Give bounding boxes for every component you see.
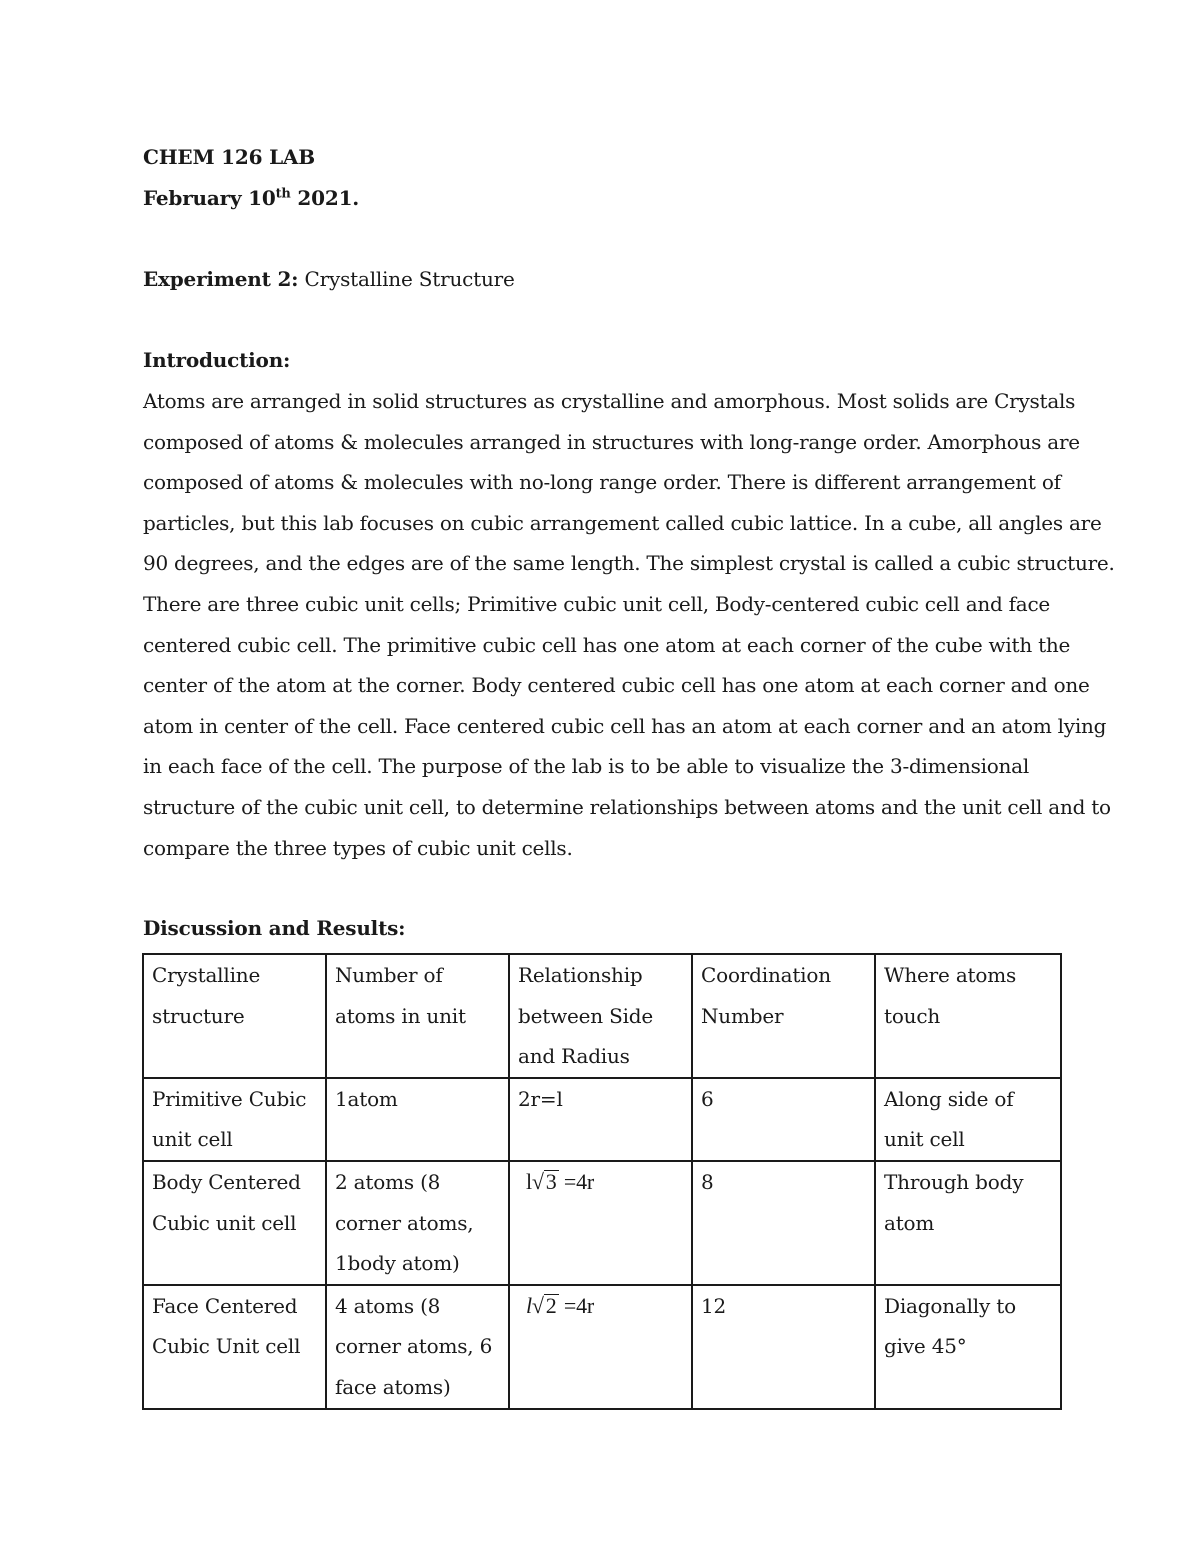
table-row bbox=[143, 1161, 1061, 1285]
intro-line: structure of the cubic unit cell, to determine relationships between atoms and the unit cell and to bbox=[143, 794, 1111, 819]
header-cell-atoms: Number of atoms in unit bbox=[326, 954, 509, 1078]
intro-line: composed of atoms & molecules with no-long range order. There is different arrangement of bbox=[143, 470, 1061, 495]
relationship-cell: 2r=l bbox=[509, 1078, 692, 1161]
touch-cell: Through body atom bbox=[875, 1161, 1061, 1285]
relationship-cell bbox=[509, 1161, 692, 1285]
touch-cell: Diagonally to give 45° bbox=[875, 1285, 1061, 1409]
intro-line: 90 degrees, and the edges are of the same length. The simplest crystal is called a cubic structure. bbox=[143, 551, 1115, 576]
experiment-label: Experiment 2: bbox=[143, 267, 299, 291]
square-root-symbol: √2 bbox=[531, 1292, 557, 1318]
table-row bbox=[143, 1078, 1061, 1161]
results-heading: Discussion and Results: bbox=[143, 916, 406, 940]
structure-cell: Primitive Cubic unit cell bbox=[143, 1078, 326, 1161]
intro-line: particles, but this lab focuses on cubic arrangement called cubic lattice. In a cube, all angles are bbox=[143, 510, 1102, 535]
atoms-cell: 4 atoms (8 corner atoms, 6 face atoms) bbox=[326, 1285, 509, 1409]
introduction-heading: Introduction: bbox=[143, 348, 291, 372]
header-cell-structure: Crystalline structure bbox=[143, 954, 326, 1078]
coordination-cell: 8 bbox=[692, 1161, 875, 1285]
introduction-paragraph bbox=[143, 381, 1115, 868]
experiment-title: Crystalline Structure bbox=[304, 267, 515, 291]
square-root-symbol: √3 bbox=[531, 1168, 557, 1194]
atoms-cell: 2 atoms (8 corner atoms, 1body atom) bbox=[326, 1161, 509, 1285]
intro-line: compare the three types of cubic unit cells. bbox=[143, 835, 573, 860]
report-date bbox=[143, 186, 359, 210]
intro-line: composed of atoms & molecules arranged in structures with long-range order. Amorphous are bbox=[143, 429, 1080, 454]
intro-line: There are three cubic unit cells; Primitive cubic unit cell, Body-centered cubic cell and face bbox=[143, 591, 1051, 616]
date-ordinal-suffix: th bbox=[275, 186, 291, 202]
table-header-row bbox=[143, 954, 1061, 1078]
intro-line: centered cubic cell. The primitive cubic cell has one atom at each corner of the cube with the bbox=[143, 632, 1071, 657]
structure-cell: Body Centered Cubic unit cell bbox=[143, 1161, 326, 1285]
side-radius-formula: l√2 =4r bbox=[518, 1286, 683, 1327]
coordination-cell: 6 bbox=[692, 1078, 875, 1161]
structure-cell: Face Centered Cubic Unit cell bbox=[143, 1285, 326, 1409]
results-table bbox=[142, 953, 1062, 1410]
table-row bbox=[143, 1285, 1061, 1409]
experiment-line bbox=[143, 267, 515, 291]
header-cell-coordination: Coordination Number bbox=[692, 954, 875, 1078]
header-cell-relationship: Relationship between Side and Radius bbox=[509, 954, 692, 1078]
touch-cell: Along side of unit cell bbox=[875, 1078, 1061, 1161]
coordination-cell: 12 bbox=[692, 1285, 875, 1409]
header-cell-touch: Where atoms touch bbox=[875, 954, 1061, 1078]
date-year: 2021. bbox=[290, 186, 360, 210]
side-radius-formula: l√3 =4r bbox=[518, 1162, 683, 1203]
intro-line: in each face of the cell. The purpose of the lab is to be able to visualize the 3-dimensional bbox=[143, 754, 1029, 779]
relationship-cell bbox=[509, 1285, 692, 1409]
course-title: CHEM 126 LAB bbox=[143, 145, 315, 169]
intro-line: center of the atom at the corner. Body centered cubic cell has one atom at each corner and one bbox=[143, 673, 1090, 698]
date-text: February 10 bbox=[143, 186, 276, 210]
intro-line: Atoms are arranged in solid structures as crystalline and amorphous. Most solids are Crystals bbox=[143, 389, 1076, 413]
intro-line: atom in center of the cell. Face centered cubic cell has an atom at each corner and an atom lying bbox=[143, 713, 1107, 738]
atoms-cell: 1atom bbox=[326, 1078, 509, 1161]
